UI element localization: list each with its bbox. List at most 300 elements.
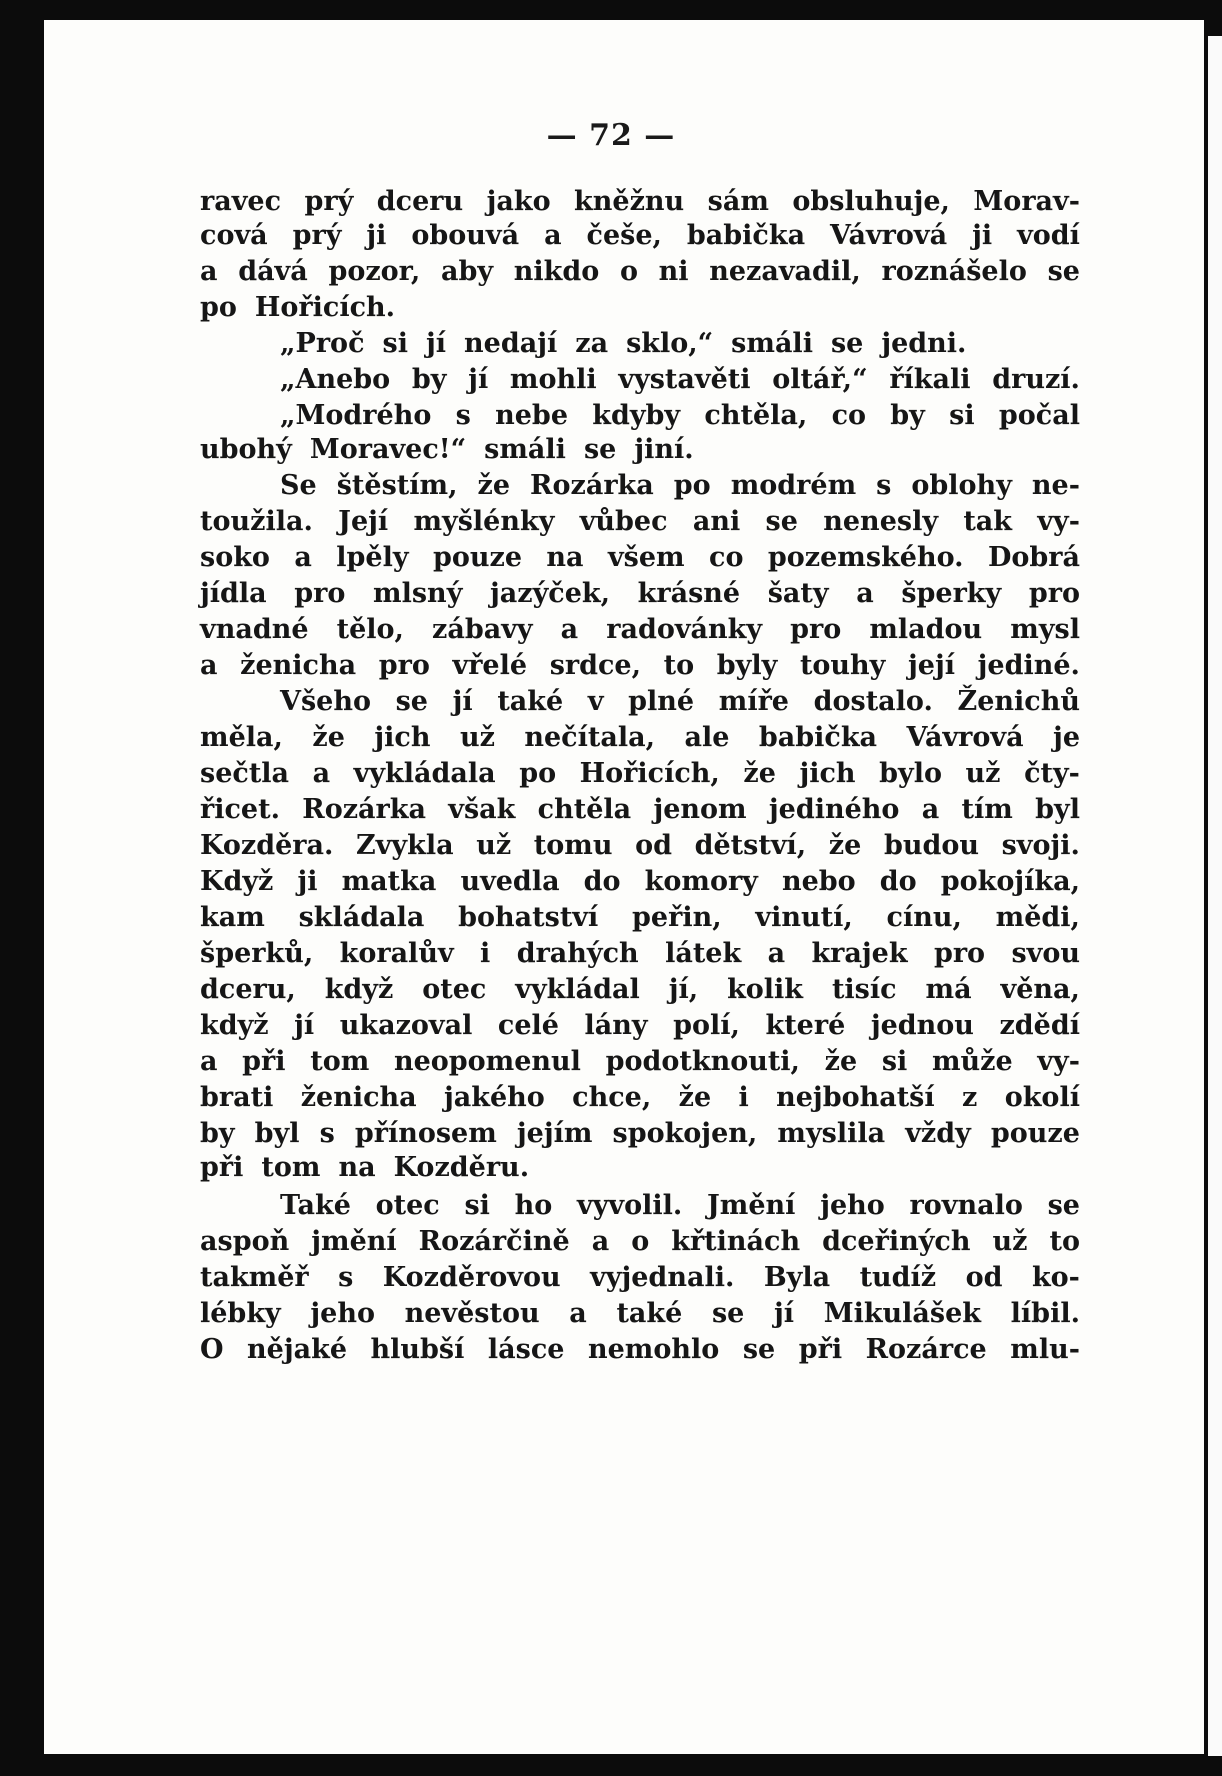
adjacent-page-edge: [1204, 36, 1222, 1756]
word: Kozděrovou: [382, 1262, 561, 1293]
word: vykládal: [515, 974, 640, 1005]
word: jeho: [820, 1190, 885, 1221]
word: kam: [200, 902, 265, 933]
word: Ženichů: [957, 686, 1080, 717]
word: chtěla: [537, 794, 632, 825]
word: tom: [261, 1152, 321, 1183]
word: se: [742, 1334, 776, 1365]
text-line: [200, 758, 1080, 798]
text-line: [200, 722, 1080, 762]
text-line: [200, 470, 1080, 510]
word: Rozárčině: [418, 1226, 570, 1257]
text-line: [200, 220, 1080, 260]
word: a: [856, 578, 874, 609]
text-line: [200, 1298, 1080, 1338]
word: O: [200, 1334, 224, 1365]
word: sečtla: [200, 758, 290, 789]
word: takměř: [200, 1262, 309, 1293]
word: kněžnu: [574, 186, 685, 217]
word: toužila.: [200, 506, 313, 537]
word: jakého: [444, 1082, 545, 1113]
word: vnadné: [200, 614, 309, 645]
word: pouze: [432, 542, 522, 573]
word: by: [200, 1118, 235, 1149]
word: šperky: [901, 578, 1002, 609]
word: by: [411, 364, 447, 395]
word: ukazoval: [339, 1010, 473, 1041]
word: čty-: [1024, 758, 1080, 789]
word: hlubší: [370, 1334, 465, 1365]
word: když: [324, 974, 394, 1005]
word: smáli: [731, 328, 813, 359]
word: brati: [200, 1082, 274, 1113]
word: pro: [933, 938, 986, 969]
word: a: [569, 1298, 587, 1329]
word: říkali: [889, 364, 971, 395]
word: smáli: [484, 434, 566, 465]
word: do: [879, 866, 917, 897]
text-line: [200, 902, 1080, 942]
word: nemohlo: [588, 1334, 720, 1365]
word: o: [619, 256, 638, 287]
word: jedni.: [881, 328, 967, 359]
word: krásné: [637, 578, 741, 609]
word: tisíc: [831, 974, 897, 1005]
word: co: [709, 542, 744, 573]
word: peřin,: [632, 902, 722, 933]
word: soko: [200, 542, 270, 573]
word: aby: [441, 256, 494, 287]
word: skládala: [298, 902, 425, 933]
word: ji: [366, 220, 387, 251]
text-line: [200, 686, 1080, 726]
word: zdědí: [999, 1010, 1080, 1041]
word: její: [908, 650, 955, 681]
word: myslila: [777, 1118, 886, 1149]
word: je: [1053, 722, 1080, 753]
word: jako: [486, 186, 551, 217]
word: se: [395, 686, 428, 717]
word: jediného: [768, 794, 900, 825]
page-number: — 72 —: [546, 118, 676, 153]
word: se: [583, 434, 617, 465]
word: počal: [998, 400, 1080, 431]
word: křtinách: [671, 1226, 801, 1257]
word: vy-: [1037, 506, 1080, 537]
word: jediné.: [977, 650, 1080, 681]
text-line: [200, 794, 1080, 834]
word: aspoň: [200, 1226, 290, 1257]
word: kdyby: [592, 400, 681, 431]
word: nezavadil,: [709, 256, 861, 287]
text-line: [200, 292, 1080, 332]
word: jmění: [311, 1226, 397, 1257]
word: okolí: [1004, 1082, 1080, 1113]
word: komory: [644, 866, 758, 897]
word: dětství,: [694, 830, 807, 861]
word: ji: [297, 866, 318, 897]
word: byl: [254, 1118, 300, 1149]
word: polí,: [673, 1010, 740, 1041]
word: nevěstou: [404, 1298, 540, 1329]
word: všem: [607, 542, 685, 573]
word: pro: [1028, 578, 1080, 609]
word: neopomenul: [393, 1046, 581, 1077]
text-line: [200, 1046, 1080, 1086]
word: srdce,: [549, 650, 642, 681]
word: lpěly: [336, 542, 409, 573]
word: mohli: [509, 364, 597, 395]
word: měla,: [200, 722, 283, 753]
word: „Modrého: [280, 400, 432, 431]
word: že: [743, 758, 776, 789]
word: pozemského.: [767, 542, 964, 573]
word: druzí.: [992, 364, 1080, 395]
text-line: [200, 256, 1080, 296]
word: dává: [238, 256, 308, 287]
word: že: [678, 1082, 712, 1113]
word: svoji.: [1001, 830, 1080, 861]
word: nejbohatší: [776, 1082, 935, 1113]
word: krajek: [811, 938, 908, 969]
word: jí: [425, 328, 447, 359]
word: Moravec!“: [309, 434, 467, 465]
text-line: [200, 578, 1080, 618]
word: při: [798, 1334, 843, 1365]
word: si: [464, 1190, 490, 1221]
word: od: [965, 1262, 1003, 1293]
word: se: [1047, 1190, 1080, 1221]
word: češe,: [586, 220, 662, 251]
word: vyjednali.: [590, 1262, 735, 1293]
word: na: [338, 1152, 376, 1183]
word: už: [476, 830, 512, 861]
word: pro: [378, 650, 430, 681]
word: které: [765, 1010, 846, 1041]
word: Morav-: [973, 186, 1080, 217]
word: dceru,: [200, 974, 296, 1005]
word: obouvá: [411, 220, 520, 251]
word: se: [1047, 256, 1080, 287]
word: to: [1049, 1226, 1080, 1257]
text-line: [200, 1152, 1080, 1192]
word: z: [962, 1082, 978, 1113]
word: jí: [294, 1010, 315, 1041]
word: si: [382, 328, 408, 359]
word: Hořicích,: [579, 758, 720, 789]
word: může: [931, 1046, 1013, 1077]
word: myšlénky: [413, 506, 555, 537]
word: radovánky: [606, 614, 763, 645]
word: s: [338, 1262, 354, 1293]
word: se: [830, 328, 864, 359]
word: do: [583, 866, 621, 897]
word: jídla: [200, 578, 267, 609]
word: si: [949, 400, 975, 431]
word: cínu,: [886, 902, 962, 933]
word: v: [587, 686, 604, 717]
word: byly: [716, 650, 778, 681]
text-line: [200, 650, 1080, 690]
word: ale: [684, 722, 730, 753]
word: jeho: [310, 1298, 375, 1329]
word: nebe: [495, 400, 568, 431]
word: jí: [774, 1298, 795, 1329]
word: vůbec: [579, 506, 668, 537]
word: tom: [310, 1046, 370, 1077]
word: Zvykla: [356, 830, 454, 861]
word: Také: [280, 1190, 351, 1221]
word: a: [200, 1046, 218, 1077]
word: Kozděru.: [393, 1152, 530, 1183]
word: už: [992, 1226, 1028, 1257]
word: cová: [200, 220, 268, 251]
word: lásce: [487, 1334, 565, 1365]
word: koralův: [339, 938, 454, 969]
word: vždy: [905, 1118, 971, 1149]
word: mladou: [869, 614, 983, 645]
word: míře: [718, 686, 789, 717]
word: jednou: [870, 1010, 974, 1041]
word: by: [890, 400, 925, 431]
text-line: [200, 506, 1080, 546]
word: lébky: [200, 1298, 281, 1329]
word: od: [635, 830, 672, 861]
word: chtěla,: [704, 400, 808, 431]
word: při: [200, 1152, 244, 1183]
word: Vávrová: [906, 722, 1024, 753]
word: nedají: [464, 328, 558, 359]
word: tělo,: [336, 614, 404, 645]
word: lány: [584, 1010, 648, 1041]
word: babička: [758, 722, 878, 753]
word: prý: [292, 220, 342, 251]
text-line: [200, 1262, 1080, 1302]
word: bylo: [879, 758, 942, 789]
word: to: [663, 650, 695, 681]
word: Když: [200, 866, 274, 897]
word: jiní.: [634, 434, 694, 465]
word: po: [200, 292, 237, 323]
word: Byla: [763, 1262, 831, 1293]
word: „Anebo: [280, 364, 391, 395]
word: také: [497, 686, 564, 717]
word: oltář,“: [772, 364, 868, 395]
word: po: [673, 470, 711, 501]
word: tím: [961, 794, 1013, 825]
word: tomu: [533, 830, 613, 861]
word: mysl: [1010, 614, 1080, 645]
text-line: [200, 542, 1080, 582]
word: sklo,“: [626, 328, 714, 359]
word: co: [831, 400, 867, 431]
text-line: [200, 434, 1080, 474]
text-line: [200, 364, 1080, 404]
word: dceru: [376, 186, 464, 217]
word: a: [921, 794, 940, 825]
word: i: [480, 938, 491, 969]
word: jejím: [516, 1118, 593, 1149]
word: vodí: [1017, 220, 1080, 251]
word: otec: [422, 974, 487, 1005]
word: o: [631, 1226, 650, 1257]
word: ni: [658, 256, 689, 287]
word: však: [448, 794, 516, 825]
word: Se: [280, 470, 317, 501]
word: a: [200, 650, 218, 681]
word: mlsný: [373, 578, 463, 609]
word: už: [965, 758, 1001, 789]
word: jí: [468, 364, 489, 395]
word: zábavy: [432, 614, 533, 645]
word: pokojíka,: [940, 866, 1080, 897]
word: Rozárka: [302, 794, 426, 825]
word: nějaké: [247, 1334, 348, 1365]
word: nebo: [781, 866, 856, 897]
word: otec: [375, 1190, 440, 1221]
word: tudíž: [859, 1262, 937, 1293]
word: bohatství: [458, 902, 599, 933]
word: modrém: [730, 470, 857, 501]
text-line: [200, 1190, 1080, 1230]
word: jich: [799, 758, 856, 789]
word: drahých: [516, 938, 639, 969]
word: jazýček,: [490, 578, 611, 609]
word: ani: [692, 506, 741, 537]
word: i: [738, 1082, 749, 1113]
word: spokojen,: [612, 1118, 758, 1149]
word: látek: [665, 938, 742, 969]
text-line: [200, 830, 1080, 870]
word: ho: [514, 1190, 553, 1221]
word: přínosem: [354, 1118, 497, 1149]
word: s: [455, 400, 471, 431]
word: a: [312, 758, 331, 789]
word: a: [591, 1226, 610, 1257]
word: sám: [707, 186, 769, 217]
word: že: [312, 722, 345, 753]
word: a: [560, 614, 579, 645]
word: při: [242, 1046, 286, 1077]
word: vy-: [1037, 1046, 1080, 1077]
word: že: [477, 470, 511, 501]
word: pro: [294, 578, 346, 609]
text-line: [200, 938, 1080, 978]
word: šperků,: [200, 938, 314, 969]
word: „Proč: [280, 328, 365, 359]
text-line: [200, 614, 1080, 654]
word: za: [575, 328, 609, 359]
word: mědi,: [995, 902, 1080, 933]
word: ko-: [1031, 1262, 1080, 1293]
word: věna,: [1000, 974, 1080, 1005]
word: nenesly: [823, 506, 939, 537]
word: Dobrá: [987, 542, 1080, 573]
word: ženicha: [240, 650, 357, 681]
word: vystavěti: [618, 364, 751, 395]
word: štěstím,: [336, 470, 458, 501]
word: vyvolil.: [577, 1190, 683, 1221]
word: řicet.: [200, 794, 280, 825]
word: roznášelo: [881, 256, 1027, 287]
word: vřelé: [452, 650, 528, 681]
word: ubohý: [200, 434, 292, 465]
text-line: [200, 974, 1080, 1014]
word: svou: [1011, 938, 1080, 969]
word: chce,: [572, 1082, 652, 1113]
word: když: [200, 1010, 269, 1041]
word: pozor,: [328, 256, 421, 287]
word: se: [711, 1298, 745, 1329]
text-line: [200, 1334, 1080, 1374]
word: s: [319, 1118, 335, 1149]
text-line: [200, 1082, 1080, 1122]
word: jí: [452, 686, 473, 717]
word: dostalo.: [813, 686, 933, 717]
word: nikdo: [513, 256, 600, 287]
word: jí,: [668, 974, 699, 1005]
word: dceřiných: [822, 1226, 971, 1257]
word: mlu-: [1010, 1334, 1080, 1365]
word: Mikulášek: [823, 1298, 982, 1329]
text-line: [200, 328, 1080, 368]
word: celé: [497, 1010, 559, 1041]
word: má: [925, 974, 972, 1005]
word: si: [881, 1046, 908, 1077]
word: Vávrová: [830, 220, 948, 251]
text-line: [200, 1010, 1080, 1050]
word: pro: [790, 614, 842, 645]
word: rovnalo: [909, 1190, 1023, 1221]
word: budou: [883, 830, 979, 861]
text-line: [200, 1226, 1080, 1266]
word: babička: [686, 220, 806, 251]
word: a: [294, 542, 312, 573]
word: ženicha: [300, 1082, 417, 1113]
word: Jmění: [707, 1190, 796, 1221]
word: Kozděra.: [200, 830, 334, 861]
word: Rozárka: [530, 470, 654, 501]
word: ne-: [1031, 470, 1080, 501]
word: po: [519, 758, 557, 789]
word: matka: [341, 866, 437, 897]
word: uvedla: [460, 866, 560, 897]
word: nečítala,: [524, 722, 655, 753]
word: s: [876, 470, 892, 501]
word: podotknouti,: [605, 1046, 800, 1077]
word: obsluhuje,: [792, 186, 950, 217]
word: prý: [304, 186, 354, 217]
word: že: [828, 830, 862, 861]
word: byl: [1035, 794, 1080, 825]
word: ravec: [200, 186, 282, 217]
word: touhy: [799, 650, 886, 681]
word: na: [546, 542, 584, 573]
word: ji: [972, 220, 993, 251]
word: jich: [374, 722, 431, 753]
word: šaty: [767, 578, 829, 609]
word: a: [200, 256, 218, 287]
word: se: [765, 506, 798, 537]
word: také: [616, 1298, 683, 1329]
word: pouze: [990, 1118, 1080, 1149]
word: vykládala: [353, 758, 496, 789]
word: plné: [628, 686, 695, 717]
word: jenom: [653, 794, 747, 825]
word: vinutí,: [755, 902, 853, 933]
text-line: [200, 866, 1080, 906]
word: Hořicích.: [254, 292, 396, 323]
